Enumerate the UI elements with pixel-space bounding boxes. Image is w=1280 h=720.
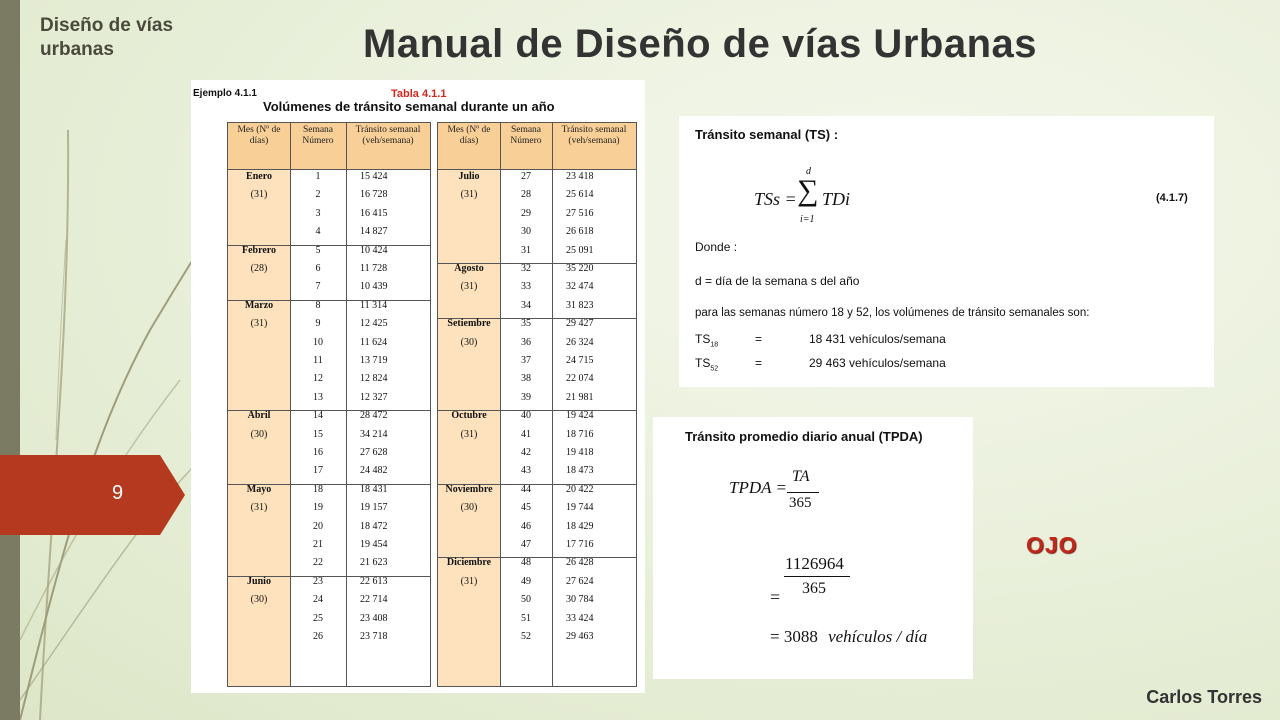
week-volume: 15 424 [360,171,388,182]
week-number: 45 [521,502,531,514]
week-number: 46 [521,520,531,532]
month-name: Febrero [241,244,277,256]
week-volume: 29 427 [566,318,594,330]
tpda-numerator-ta: TA [792,468,810,485]
week-number: 2 [315,189,321,201]
ts-row-52: $TS_{52}$ [695,356,719,373]
table-header [228,123,430,170]
week-volume: 28 472 [360,410,388,422]
week-volume: 32 474 [566,281,594,293]
week-number: 31 [521,244,531,256]
ts-heading: Tránsito semanal (TS) : [695,127,839,142]
week-number: 27 [521,171,531,182]
month-name: Octubre [451,410,487,422]
week-number: 8 [315,299,321,311]
week-number: 1 [315,171,321,182]
month-days: (31) [250,318,268,330]
ts-sum-lower: i=1 [800,214,815,225]
month-days: (30) [250,428,268,440]
week-volume: 12 425 [360,318,388,330]
ojo-note: OJO [1026,532,1078,558]
tpda-denominator-2: 365 [802,580,826,597]
week-volume: 17 716 [566,539,594,550]
traffic-volume-table-image [191,80,645,693]
week-number: 49 [521,575,531,587]
month-days: (31) [460,575,478,587]
week-volume: 22 714 [360,594,388,606]
week-volume: 30 784 [566,594,594,606]
month-name: Noviembre [445,483,493,495]
header-semana: Semana Número [302,125,334,146]
week-number: 16 [313,447,323,458]
week-number: 42 [521,447,531,458]
header-transito: Tránsito semanal (veh/semana) [561,125,627,146]
week-volume: 27 516 [566,207,594,219]
month-name: Marzo [244,299,274,311]
week-volume: 26 428 [566,557,594,569]
week-number: 35 [521,318,531,330]
week-number: 11 [313,355,323,366]
month-name: Abril [247,410,271,422]
ts-row-52-eq: = [755,356,763,370]
week-number: 26 [313,631,323,642]
month-days: (31) [460,428,478,440]
tpda-result: = 3088 vehículos / día [770,627,928,646]
week-number: 30 [521,226,531,238]
fraction-bar [784,576,850,577]
week-volume: 10 439 [360,281,388,293]
week-number: 34 [521,299,531,311]
table-header [438,123,636,170]
week-volume: 24 715 [566,355,594,366]
month-name: Junio [247,575,271,587]
week-volume: 21 981 [566,391,594,403]
table-left-half [227,122,431,687]
page-title: Manual de Diseño de vías Urbanas [363,22,1037,66]
week-volume: 19 424 [566,410,594,422]
week-volume: 29 463 [566,631,594,642]
month-name: Agosto [454,263,484,274]
slide-number-tab [0,455,185,535]
week-volume: 34 214 [360,428,388,440]
week-number: 3 [315,207,321,219]
header-mes: Mes (Nº de días) [237,125,281,146]
week-number: 36 [521,336,531,348]
week-number: 40 [521,410,531,422]
week-number: 17 [313,465,323,477]
month-name: Mayo [246,483,272,495]
week-volume: 22 613 [360,575,388,587]
tpda-denominator-1: 365 [789,495,812,511]
week-volume: 23 408 [360,612,388,624]
week-volume: 22 074 [566,373,594,385]
week-volume: 16 728 [360,189,388,201]
week-number: 12 [313,373,323,385]
ts-row-52-value: 29 463 vehículos/semana [809,356,946,370]
month-name: Setiembre [447,318,491,330]
ts-sum-upper: d [806,166,811,177]
tpda-lhs: TPDA = [729,478,787,497]
week-volume: 12 824 [360,373,388,385]
week-number: 5 [315,244,321,256]
weeks-intro: para las semanas número 18 y 52, los volúmenes de tránsito semanales son: [695,307,1090,319]
week-number: 39 [521,391,531,403]
week-volume: 11 728 [360,263,388,274]
week-number: 47 [521,539,531,550]
example-label: Ejemplo 4.1.1 [193,88,257,99]
week-number: 32 [521,263,531,274]
week-number: 23 [313,575,323,587]
table-number: Tabla 4.1.1 [391,88,447,100]
week-number: 7 [315,281,321,293]
week-number: 48 [521,557,531,569]
equals-sign: = [770,587,781,607]
week-number: 24 [313,594,323,606]
tpda-heading: Tránsito promedio diario anual (TPDA) [685,429,923,444]
week-number: 25 [313,612,323,624]
week-volume: 14 827 [360,226,388,238]
week-number: 6 [315,263,321,274]
week-volume: 19 157 [360,502,388,514]
week-volume: 16 415 [360,207,388,219]
week-number: 41 [521,428,531,440]
ts-formula-rhs: TDi [822,189,851,209]
week-volume: 27 628 [360,447,388,458]
column-divider [346,123,347,686]
week-volume: 18 472 [360,520,388,532]
month-days: (28) [250,263,268,274]
sum-symbol-icon: ∑ [797,174,819,207]
week-volume: 11 314 [360,299,388,311]
table-right-half [437,122,637,687]
table-title: Volúmenes de tránsito semanal durante un año [263,99,555,114]
week-volume: 26 324 [566,336,594,348]
week-volume: 31 823 [566,299,594,311]
week-number: 19 [313,502,323,514]
week-number: 4 [315,226,321,238]
donde-label: Donde : [695,240,738,254]
author-name: Carlos Torres [1146,687,1262,707]
week-volume: 11 624 [360,336,388,348]
month-days: (31) [460,281,478,293]
week-number: 14 [313,410,323,422]
month-days: (31) [250,189,268,201]
week-volume: 23 718 [360,631,388,642]
week-volume: 27 624 [566,575,594,587]
week-number: 18 [313,483,323,495]
equation-number: (4.1.7) [1156,192,1188,204]
week-number: 13 [313,391,323,403]
month-name: Enero [246,171,272,182]
week-number: 10 [313,336,323,348]
week-number: 29 [521,207,531,219]
week-number: 15 [313,428,323,440]
week-volume: 23 418 [566,171,594,182]
week-volume: 10 424 [360,244,388,256]
header-transito: Tránsito semanal (veh/semana) [355,125,421,146]
week-volume: 13 719 [360,355,388,366]
week-volume: 19 418 [566,447,594,458]
week-volume: 20 422 [566,483,594,495]
week-number: 20 [313,520,323,532]
week-number: 21 [313,539,323,550]
header-mes: Mes (Nº de días) [447,125,491,146]
slide-number: 9 [112,482,124,504]
header-semana: Semana Número [510,125,542,146]
week-number: 38 [521,373,531,385]
tpda-formula-panel [653,417,973,679]
ts-row-18: $TS_{18}$ [695,332,719,349]
week-volume: 35 220 [566,263,594,274]
ts-formula-lhs: TSs = [754,189,797,209]
weekly-traffic-formula-panel [679,116,1214,387]
month-days: (30) [460,502,478,514]
week-volume: 19 744 [566,502,594,514]
week-volume: 26 618 [566,226,594,238]
ts-row-18-value: 18 431 vehículos/semana [809,332,946,346]
week-number: 37 [521,355,531,366]
month-days: (31) [250,502,268,514]
d-definition: d = día de la semana s del año [695,274,860,288]
month-name: Diciembre [446,557,492,569]
week-number: 28 [521,189,531,201]
month-column [438,123,500,686]
week-number: 52 [521,631,531,642]
week-number: 43 [521,465,531,477]
week-volume: 25 091 [566,244,594,256]
week-number: 51 [521,612,531,624]
tpda-numerator-total: 1126964 [785,554,844,573]
week-number: 22 [313,557,323,569]
month-days: (30) [460,336,478,348]
ts-row-18-eq: = [755,332,763,346]
week-number: 50 [521,594,531,606]
month-name: Julio [458,171,480,182]
week-volume: 33 424 [566,612,594,624]
month-days: (30) [250,594,268,606]
week-volume: 24 482 [360,465,388,477]
week-volume: 12 327 [360,391,388,403]
week-volume: 18 473 [566,465,594,477]
month-days: (31) [460,189,478,201]
week-volume: 21 623 [360,557,388,569]
week-volume: 18 716 [566,428,594,440]
week-volume: 18 431 [360,483,388,495]
week-number: 33 [521,281,531,293]
fraction-bar [787,492,819,493]
section-label: Diseño de vías urbanas [40,15,174,60]
week-number: 44 [521,483,531,495]
week-volume: 25 614 [566,189,594,201]
column-divider [552,123,553,686]
week-volume: 19 454 [360,539,388,550]
week-volume: 18 429 [566,520,594,532]
week-number: 9 [315,318,321,330]
